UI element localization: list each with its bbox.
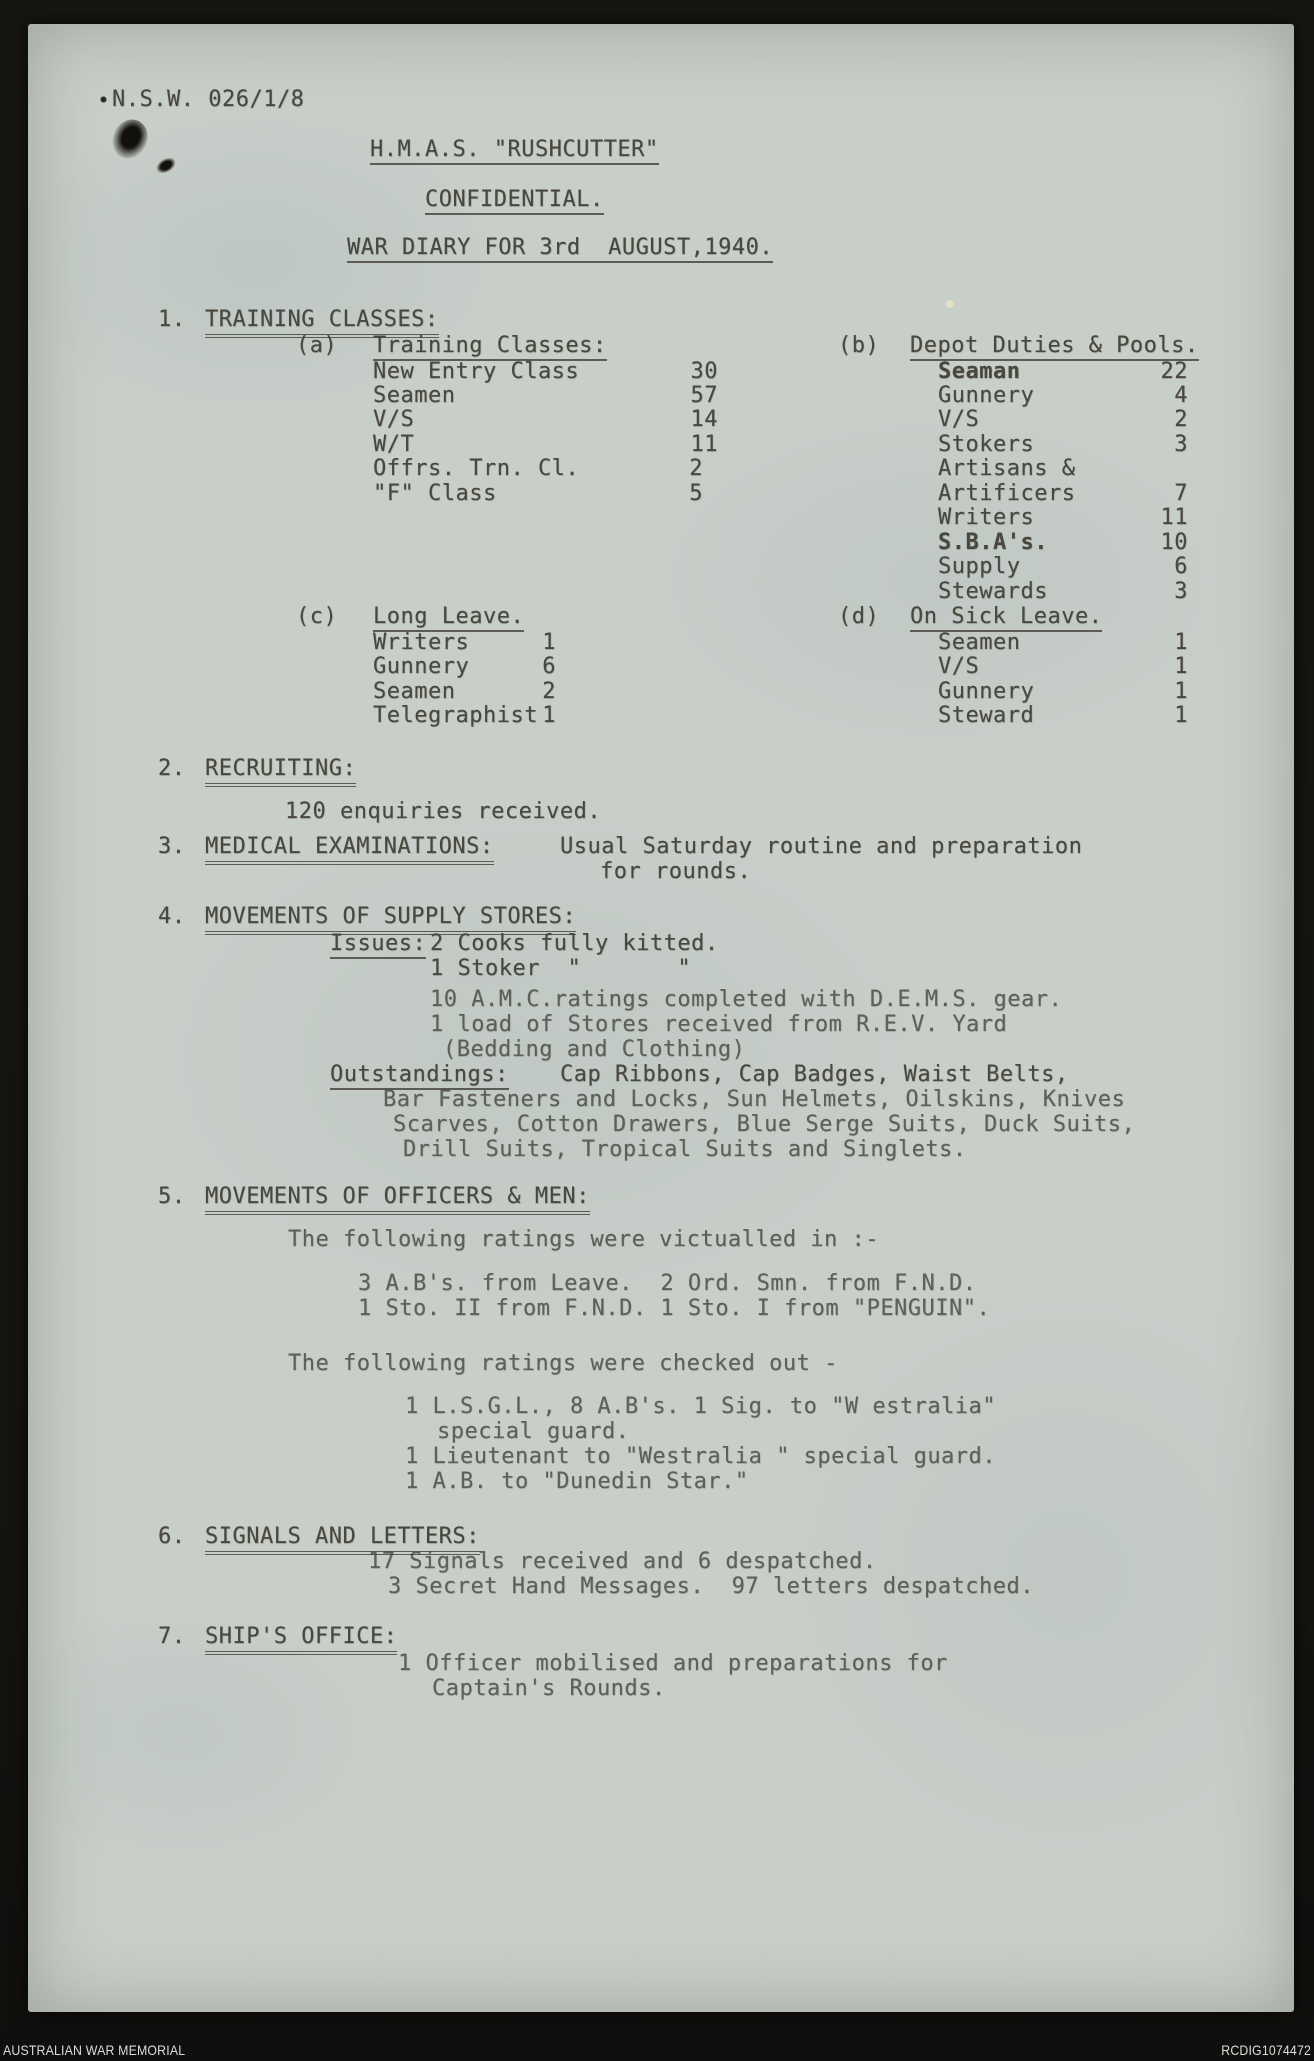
stat-label: Gunnery	[938, 679, 1035, 704]
stat-label: Seamen	[373, 679, 456, 704]
stat-row	[938, 631, 1188, 655]
stat-label: Artificers	[938, 481, 1076, 506]
section-7-number: 7.	[158, 1624, 186, 1649]
section-3-body-line2: for rounds.	[600, 859, 752, 884]
section-6-number: 6.	[158, 1524, 186, 1549]
signals-line: 3 Secret Hand Messages. 97 letters despatched.	[388, 1574, 1035, 1599]
stat-value: 7	[1174, 481, 1188, 506]
stat-label: Writers	[938, 505, 1035, 530]
stat-label: New Entry Class	[373, 359, 580, 384]
stat-value: 30	[690, 359, 718, 384]
stat-label: S.B.A's.	[938, 530, 1048, 555]
page-reference: N.S.W. 026/1/8	[112, 87, 305, 112]
stat-value: 4	[1174, 383, 1188, 408]
record-id: RCDIG1074472	[1221, 2042, 1311, 2058]
section-3-number: 3.	[158, 834, 186, 859]
stat-row	[373, 384, 718, 408]
section-5-heading: MOVEMENTS OF OFFICERS & MEN:	[205, 1185, 590, 1209]
stat-label: Supply	[938, 554, 1021, 579]
stat-value: 1	[542, 703, 556, 728]
checked-out-line: 1 L.S.G.L., 8 A.B's. 1 Sig. to "W estralia"	[405, 1394, 997, 1419]
stat-row	[373, 433, 718, 457]
stat-label: V/S	[938, 407, 980, 432]
issues-label: Issues:	[330, 932, 426, 956]
paper-speck	[100, 96, 107, 103]
stat-label: Seaman	[938, 359, 1021, 384]
section-5-number: 5.	[158, 1184, 186, 1209]
stat-value: 2	[542, 679, 556, 704]
stat-label: V/S	[373, 407, 415, 432]
stat-value: 11	[690, 432, 718, 457]
section-2-heading: RECRUITING:	[205, 757, 356, 781]
stat-row	[373, 680, 556, 704]
stat-row	[373, 704, 556, 728]
outstandings-line: Cap Ribbons, Cap Badges, Waist Belts,	[560, 1062, 1069, 1087]
section-3-body: Usual Saturday routine and preparation	[560, 834, 1083, 859]
checked-out-line: 1 A.B. to "Dunedin Star."	[405, 1469, 749, 1494]
stat-label: Gunnery	[373, 654, 470, 679]
section-4-heading: MOVEMENTS OF SUPPLY STORES:	[205, 905, 576, 929]
checked-out-paragraph: The following ratings were checked out -	[288, 1351, 838, 1376]
office-line: Captain's Rounds.	[432, 1676, 666, 1701]
stat-row	[938, 580, 1188, 604]
stat-row	[938, 457, 1188, 481]
sub-d-title: On Sick Leave.	[910, 605, 1102, 629]
sub-a-title: Training Classes:	[373, 334, 607, 358]
issues-line: (Bedding and Clothing)	[443, 1037, 746, 1062]
stat-row	[938, 433, 1188, 457]
stat-label: "F" Class	[373, 481, 497, 506]
section-2-body: 120 enquiries received.	[285, 799, 602, 824]
stat-value: 57	[690, 383, 718, 408]
issues-line: 1 Stoker " "	[430, 956, 692, 981]
paper-hole	[106, 114, 154, 165]
outstandings-line: Bar Fasteners and Locks, Sun Helmets, Oilskins, Knives	[383, 1087, 1126, 1112]
classification	[425, 188, 604, 212]
stat-label: Artisans &	[938, 456, 1076, 481]
stat-row	[938, 360, 1188, 384]
issues-line: 10 A.M.C.ratings completed with D.E.M.S. gear.	[430, 987, 1063, 1012]
stat-row	[938, 655, 1188, 679]
stat-row	[938, 408, 1188, 432]
stat-row	[373, 360, 718, 384]
stat-label: W/T	[373, 432, 415, 457]
diary-title	[347, 236, 773, 260]
sub-b-marker: (b)	[838, 333, 880, 358]
ship-title-text: H.M.A.S. "RUSHCUTTER"	[370, 137, 659, 165]
stat-value: 1	[542, 630, 556, 655]
stat-row	[938, 680, 1188, 704]
victualled-paragraph: The following ratings were victualled in :-	[288, 1227, 880, 1252]
stat-row	[938, 704, 1188, 728]
stat-value: 1	[1174, 630, 1188, 655]
signals-line: 17 Signals received and 6 despatched.	[368, 1549, 877, 1574]
checked-out-line: special guard.	[437, 1419, 630, 1444]
stat-row	[373, 655, 556, 679]
stat-value: 1	[1174, 703, 1188, 728]
stat-value: 3	[1174, 432, 1188, 457]
stat-label: Steward	[938, 703, 1035, 728]
outstandings-line: Scarves, Cotton Drawers, Blue Serge Suits, Duck Suits,	[393, 1112, 1136, 1137]
section-4-number: 4.	[158, 904, 186, 929]
issues-line: 2 Cooks fully kitted.	[430, 931, 719, 956]
sub-c-title: Long Leave.	[373, 605, 524, 629]
stat-row	[373, 631, 556, 655]
stat-row	[373, 408, 718, 432]
victualled-line: 1 Sto. II from F.N.D. 1 Sto. I from "PENGUIN".	[358, 1296, 991, 1321]
paper-speck	[945, 300, 955, 308]
classification-text: CONFIDENTIAL.	[425, 187, 604, 215]
stat-label: Seamen	[373, 383, 456, 408]
paper-hole	[154, 155, 178, 176]
stat-label: Writers	[373, 630, 470, 655]
stat-value: 6	[542, 654, 556, 679]
sub-c-marker: (c)	[296, 604, 338, 629]
stat-value: 6	[1174, 554, 1188, 579]
sub-d-marker: (d)	[838, 604, 880, 629]
stat-value: 10	[1160, 530, 1188, 555]
stat-value: 2	[1174, 407, 1188, 432]
issues-line: 1 load of Stores received from R.E.V. Yard	[430, 1012, 1008, 1037]
stat-value: 22	[1160, 359, 1188, 384]
stat-value: 5	[689, 481, 703, 506]
sub-a-marker: (a)	[296, 333, 338, 358]
stat-label: Seamen	[938, 630, 1021, 655]
section-6-heading: SIGNALS AND LETTERS:	[205, 1525, 480, 1549]
ship-title	[370, 138, 659, 162]
stat-label: Telegraphist	[373, 703, 538, 728]
section-1-number: 1.	[158, 307, 186, 332]
outstandings-line: Drill Suits, Tropical Suits and Singlets.	[403, 1137, 967, 1162]
stat-value: 1	[1174, 679, 1188, 704]
section-1-heading: TRAINING CLASSES:	[205, 308, 439, 332]
stat-value: 14	[690, 407, 718, 432]
stat-row	[938, 555, 1188, 579]
stat-row	[373, 457, 703, 481]
stat-row	[938, 506, 1188, 530]
archive-name: AUSTRALIAN WAR MEMORIAL	[3, 2042, 186, 2058]
stat-row	[938, 384, 1188, 408]
stat-label: Stewards	[938, 579, 1048, 604]
stat-row	[373, 482, 703, 506]
diary-title-text: WAR DIARY FOR 3rd AUGUST,1940.	[347, 235, 773, 263]
stat-value: 2	[689, 456, 703, 481]
sub-b-title: Depot Duties & Pools.	[910, 334, 1199, 358]
stat-label: Stokers	[938, 432, 1035, 457]
section-3-heading: MEDICAL EXAMINATIONS:	[205, 835, 494, 859]
stat-label: V/S	[938, 654, 980, 679]
stat-label: Gunnery	[938, 383, 1035, 408]
outstandings-label: Outstandings:	[330, 1063, 509, 1087]
section-2-number: 2.	[158, 756, 186, 781]
stat-value: 11	[1160, 505, 1188, 530]
stat-label: Offrs. Trn. Cl.	[373, 456, 580, 481]
section-7-heading: SHIP'S OFFICE:	[205, 1625, 397, 1649]
stat-row	[938, 482, 1188, 506]
victualled-line: 3 A.B's. from Leave. 2 Ord. Smn. from F.N.D.	[358, 1271, 977, 1296]
office-line: 1 Officer mobilised and preparations for	[398, 1651, 948, 1676]
stat-value: 1	[1174, 654, 1188, 679]
stat-value: 3	[1174, 579, 1188, 604]
stat-row	[938, 531, 1188, 555]
checked-out-line: 1 Lieutenant to "Westralia " special guard.	[405, 1444, 997, 1469]
